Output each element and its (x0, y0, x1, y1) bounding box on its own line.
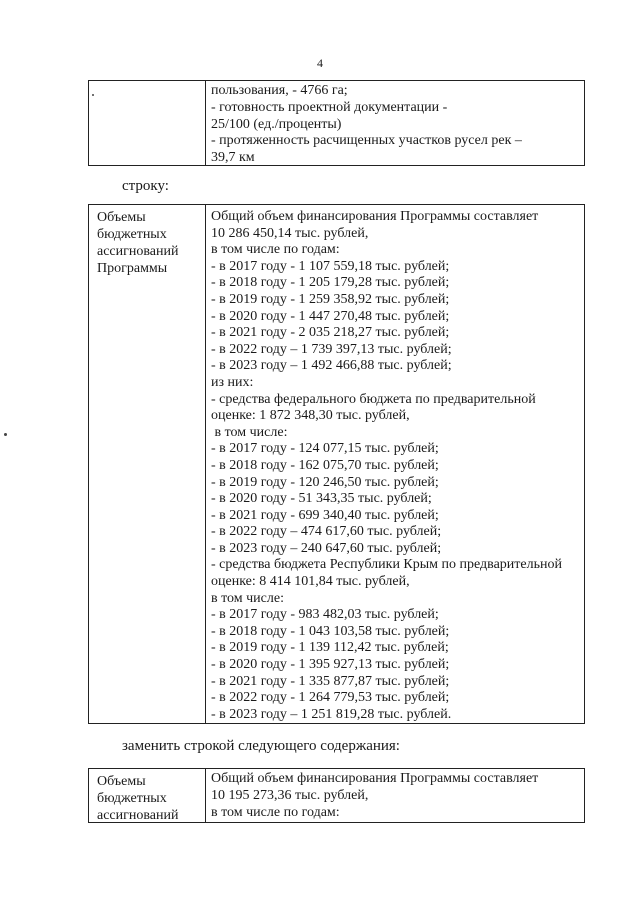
text-line: в том числе: (211, 424, 288, 440)
text-line: - средства федерального бюджета по предварительной (211, 391, 536, 407)
text-line: - протяженность расчищенных участков русел рек – (211, 133, 522, 149)
text-line: 25/100 (ед./проценты) (211, 116, 342, 132)
text-line: - в 2022 году – 1 739 397,13 тыс. рублей; (211, 341, 452, 357)
text-line: в том числе: (211, 590, 284, 606)
text-line: 10 286 450,14 тыс. рублей, (211, 225, 369, 241)
text-line: оценке: 1 872 348,30 тыс. рублей, (211, 408, 410, 424)
text-line: - в 2019 году - 1 259 358,92 тыс. рублей; (211, 291, 450, 307)
text-line: - в 2020 году - 1 447 270,48 тыс. рублей; (211, 308, 450, 324)
text-line: из них: (211, 374, 254, 390)
text-line: пользования, - 4766 га; (211, 83, 348, 98)
label-stroku: строку: (122, 178, 169, 194)
text-line: ассигнований (97, 244, 179, 259)
scan-speck (92, 94, 94, 96)
text-line: - в 2023 году – 240 647,60 тыс. рублей; (211, 540, 442, 556)
text-line: - в 2021 году - 699 340,40 тыс. рублей; (211, 507, 439, 523)
text-line: в том числе по годам: (211, 242, 340, 258)
scan-speck (4, 433, 7, 436)
table-budget-new (88, 768, 585, 823)
label-replace: заменить строкой следующего содержания: (122, 738, 400, 754)
text-line: 10 195 273,36 тыс. рублей, (211, 787, 369, 803)
column-divider (205, 205, 206, 723)
text-line: - в 2019 году - 120 246,50 тыс. рублей; (211, 474, 439, 490)
text-line: - в 2022 году - 1 264 779,53 тыс. рублей; (211, 690, 450, 706)
text-line: - в 2018 году - 1 043 103,58 тыс. рублей; (211, 623, 450, 639)
table-continuation-right-cell (211, 83, 522, 167)
text-line: - в 2020 году - 51 343,35 тыс. рублей; (211, 491, 432, 507)
text-line: - готовность проектной документации - (211, 99, 448, 115)
text-line: - средства бюджета Республики Крым по предварительной (211, 557, 562, 573)
column-divider (205, 81, 206, 165)
text-line: - в 2021 году - 2 035 218,27 тыс. рублей; (211, 325, 450, 341)
text-line: бюджетных (97, 791, 167, 806)
text-line: - в 2023 году – 1 492 466,88 тыс. рублей; (211, 358, 452, 374)
text-line: Объемы (97, 774, 146, 789)
column-divider (205, 769, 206, 822)
text-line: - в 2020 году - 1 395 927,13 тыс. рублей; (211, 657, 450, 673)
text-line: - в 2017 году - 124 077,15 тыс. рублей; (211, 441, 439, 457)
page-number: 4 (317, 56, 323, 70)
text-line: ассигнований (97, 808, 179, 823)
text-line: оценке: 8 414 101,84 тыс. рублей, (211, 574, 410, 590)
table-budget-new-left-cell (97, 773, 178, 824)
text-line: - в 2017 году - 983 482,03 тыс. рублей; (211, 607, 439, 623)
text-line: - в 2022 году – 474 617,60 тыс. рублей; (211, 524, 442, 540)
text-line: Общий объем финансирования Программы составляет (211, 771, 539, 786)
table-continuation (88, 80, 585, 166)
table-budget-new-right-cell (211, 771, 538, 821)
text-line: - в 2017 году - 1 107 559,18 тыс. рублей; (211, 258, 450, 274)
table-budget-old-left-cell (97, 209, 178, 277)
table-budget-old (88, 204, 585, 724)
text-line: - в 2021 году - 1 335 877,87 тыс. рублей; (211, 673, 450, 689)
text-line: 39,7 км (211, 150, 255, 166)
text-line: Объемы (97, 210, 146, 225)
text-line: в том числе по годам: (211, 804, 340, 820)
text-line: Общий объем финансирования Программы составляет (211, 209, 539, 224)
text-line: Программы (97, 261, 168, 276)
text-line: - в 2023 году – 1 251 819,28 тыс. рублей. (211, 706, 452, 722)
text-line: - в 2018 году - 162 075,70 тыс. рублей; (211, 457, 439, 473)
text-line: - в 2019 году - 1 139 112,42 тыс. рублей; (211, 640, 449, 656)
table-budget-old-right-cell (211, 209, 562, 723)
text-line: - в 2018 году - 1 205 179,28 тыс. рублей; (211, 275, 450, 291)
text-line: бюджетных (97, 227, 167, 242)
